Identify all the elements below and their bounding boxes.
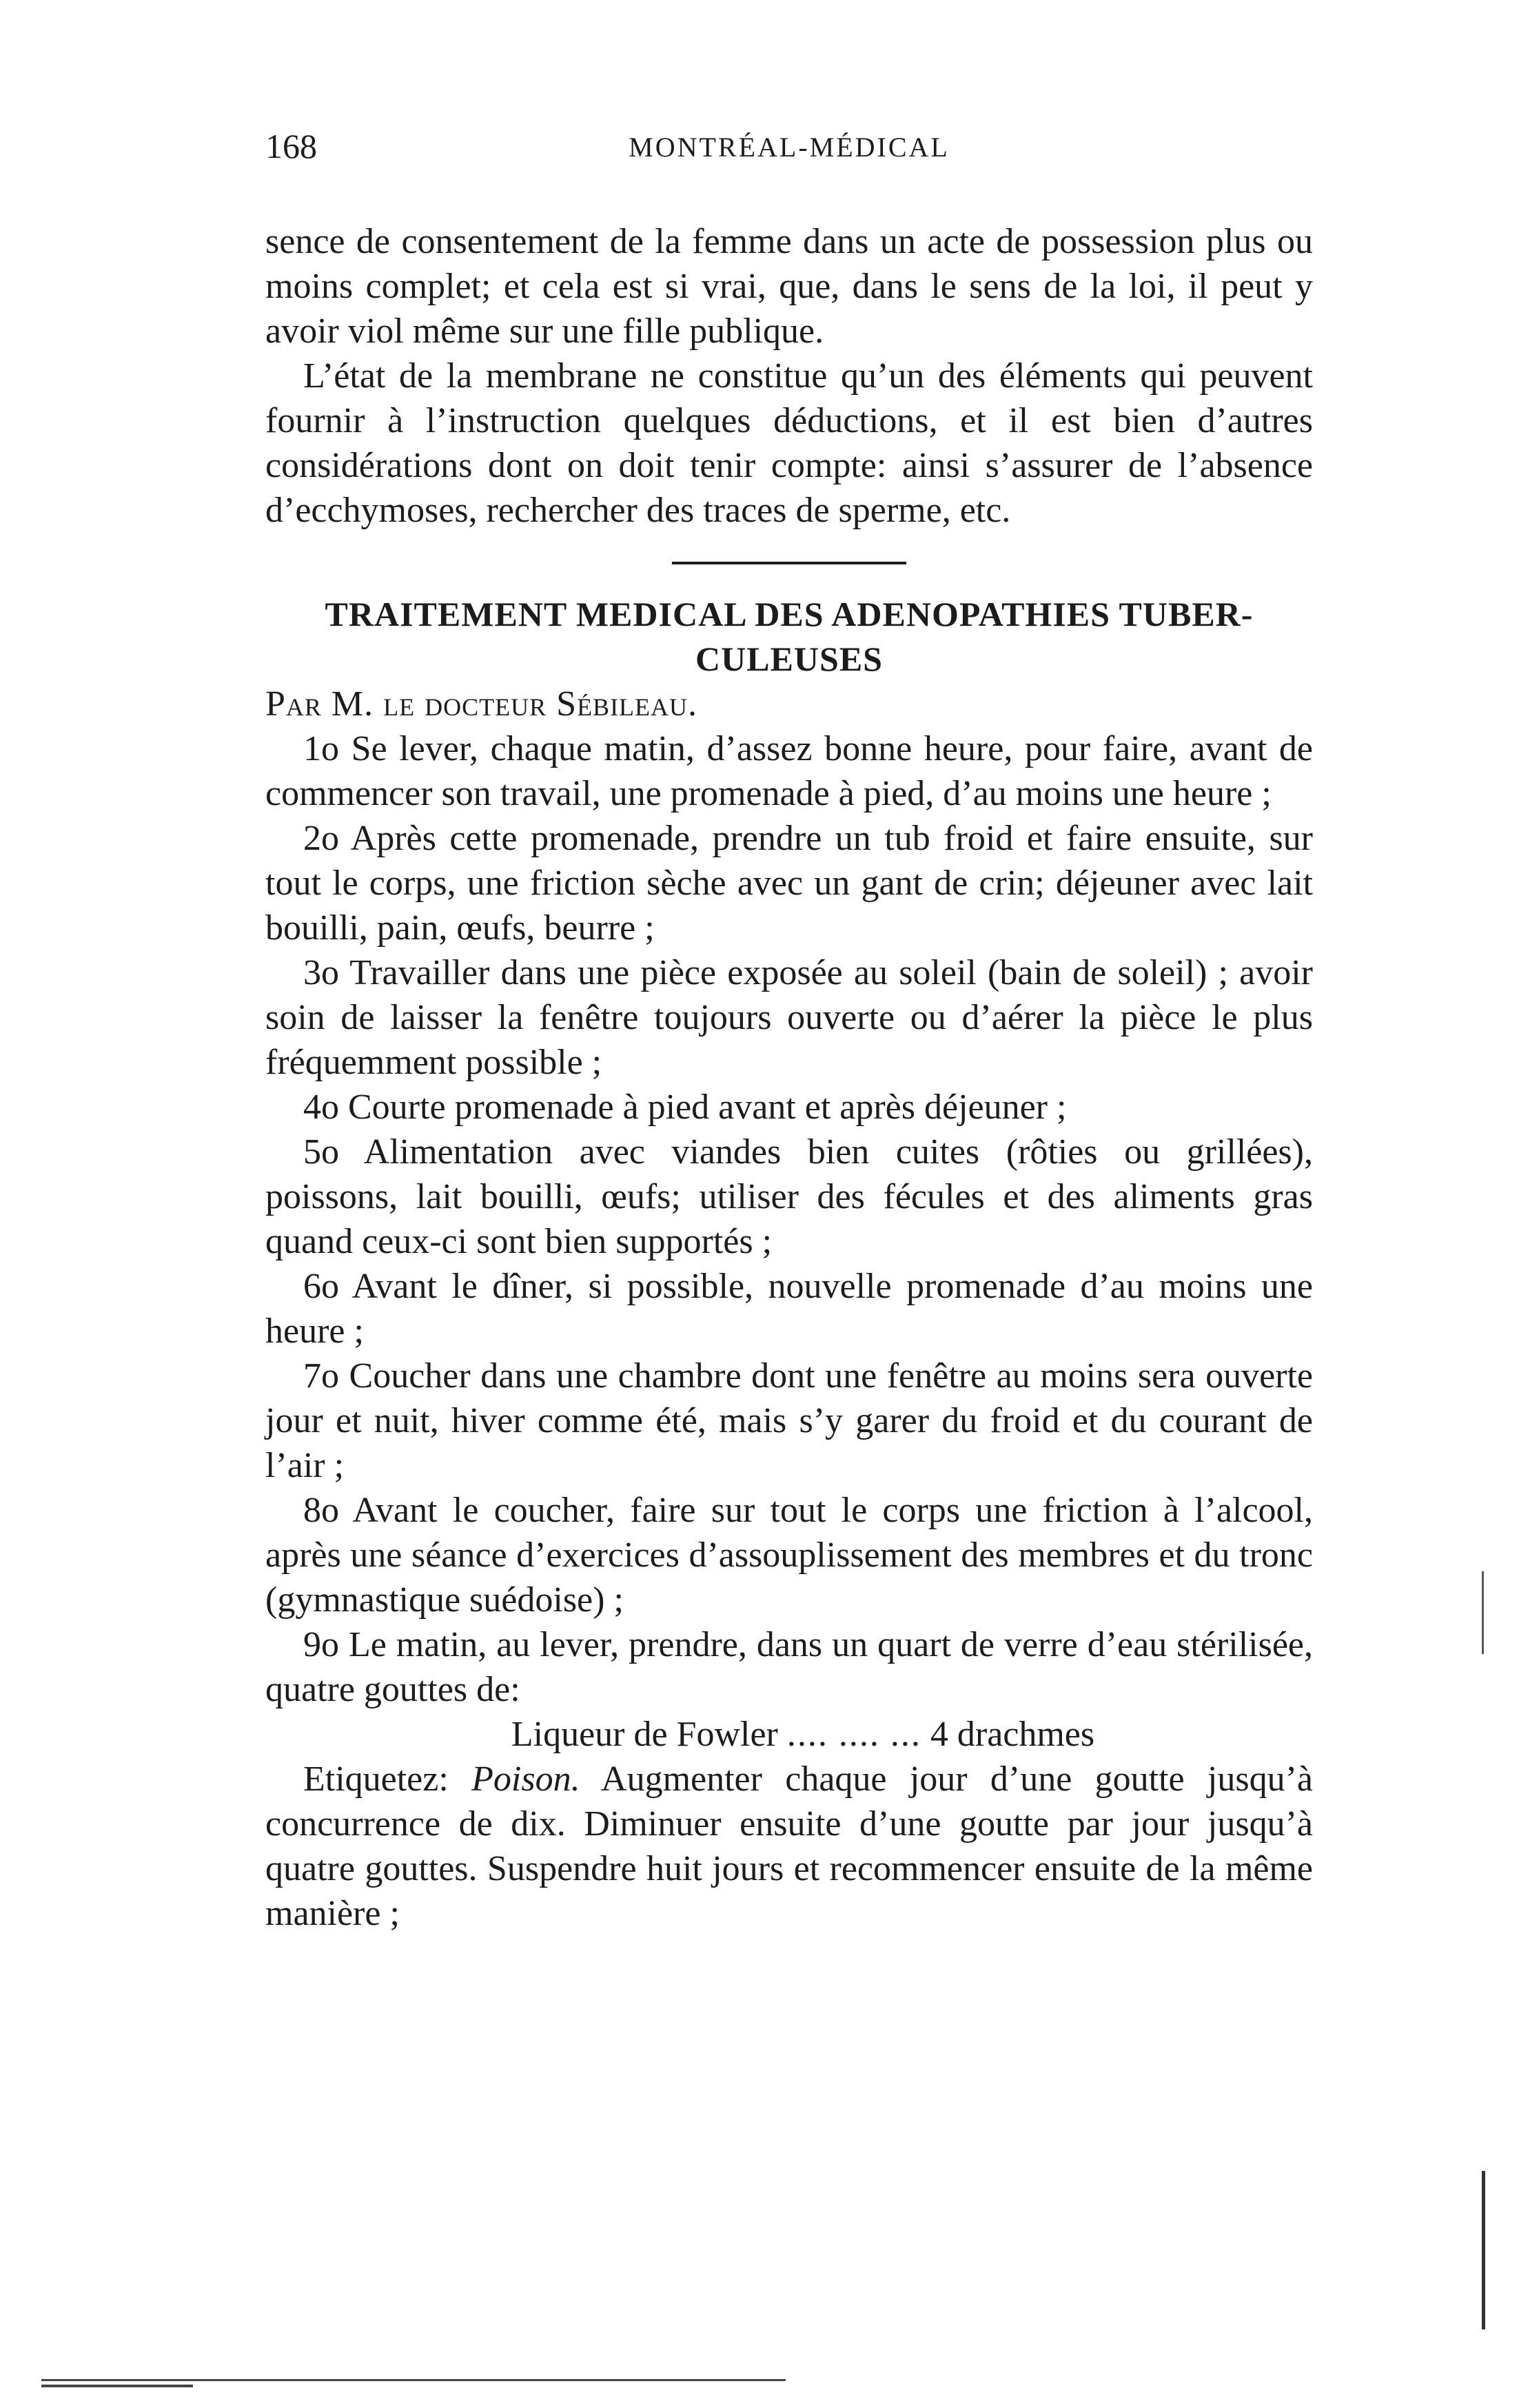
scan-bottom-rule (41, 2379, 786, 2381)
journal-title: MONTRÉAL-MÉDICAL (629, 132, 950, 163)
dosage-instructions (265, 1757, 1313, 1936)
scan-edge-mark (1482, 2171, 1485, 2329)
list-item: 3o Travailler dans une pièce exposée au soleil (bain de soleil) ; avoir soin de laisser la fenêtre toujours ouverte ou d’aérer la pièce le plus fréquemment possible ; (265, 953, 1313, 1082)
page-number: 168 (265, 127, 317, 165)
article-author: Par M. le docteur Sébileau. (265, 684, 698, 724)
section-divider (672, 562, 906, 564)
list-item: 9o Le matin, au lever, prendre, dans un quart de verre d’eau stérilisée, quatre gouttes de: (265, 1625, 1313, 1709)
continuation-paragraph: L’état de la membrane ne constitue qu’un des éléments qui peuvent fournir à l’instruction quelques déductions, et il est bien d’autres considérations dont on doit tenir compte: ainsi s’assurer de l’absence d’ecchymoses, rechercher des traces de sperme, etc. (265, 356, 1313, 530)
list-item: 5o Alimentation avec viandes bien cuites (rôties ou grillées), poissons, lait bouilli, œufs; utiliser des fécules et des aliments gras quand ceux-ci sont bien supportés ; (265, 1132, 1313, 1261)
list-item: 2o Après cette promenade, prendre un tub froid et faire ensuite, sur tout le corps, une friction sèche avec un gant de crin; déjeuner avec lait bouilli, pain, œufs, beurre ; (265, 819, 1313, 948)
formula-quantity: 4 drachmes (930, 1715, 1095, 1754)
scan-edge-mark (1482, 1571, 1484, 1654)
body-text (265, 219, 1313, 1936)
continuation-paragraph: sence de consentement de la femme dans un acte de possession plus ou moins complet; et cela est si vrai, que, dans le sens de la loi, il peut y avoir viol même sur une fille publique. (265, 222, 1313, 351)
list-item: 4o Courte promenade à pied avant et après déjeuner ; (303, 1088, 1067, 1127)
formula-name: Liqueur de Fowler (511, 1715, 778, 1754)
article-title-line: TRAITEMENT MEDICAL DES ADENOPATHIES TUBER- (325, 595, 1254, 633)
instructions-emphasis: Poison. (471, 1759, 580, 1799)
instructions-label: Etiquetez: (303, 1759, 449, 1799)
instructions-text: Augmenter chaque jour d’une goutte jusqu’à concurrence de dix. Diminuer ensuite d’une goutte par jour jusqu’à quatre gouttes. Suspendre huit jours et recommencer ensuite de la même manière ; (265, 1759, 1313, 1933)
formula-leader-dots: .... .... ... (786, 1715, 921, 1754)
list-item: 7o Coucher dans une chambre dont une fenêtre au moins sera ouverte jour et nuit, hiver comme été, mais s’y garer du froid et du courant de l’air ; (265, 1356, 1313, 1485)
list-item: 1o Se lever, chaque matin, d’assez bonne heure, pour faire, avant de commencer son travail, une promenade à pied, d’au moins une heure ; (265, 729, 1313, 813)
treatment-list (265, 726, 1313, 1712)
article-title-line: CULEUSES (695, 640, 883, 678)
scan-bottom-rule (41, 2385, 193, 2387)
list-item: 6o Avant le dîner, si possible, nouvelle promenade d’au moins une heure ; (265, 1267, 1313, 1351)
running-head (265, 125, 1313, 174)
article-title (265, 592, 1313, 682)
list-item: 8o Avant le coucher, faire sur tout le corps une friction à l’alcool, après une séance d’exercices d’assouplissement des membres et du tronc (gymnastique suédoise) ; (265, 1491, 1313, 1620)
prescription-formula (265, 1712, 1313, 1757)
